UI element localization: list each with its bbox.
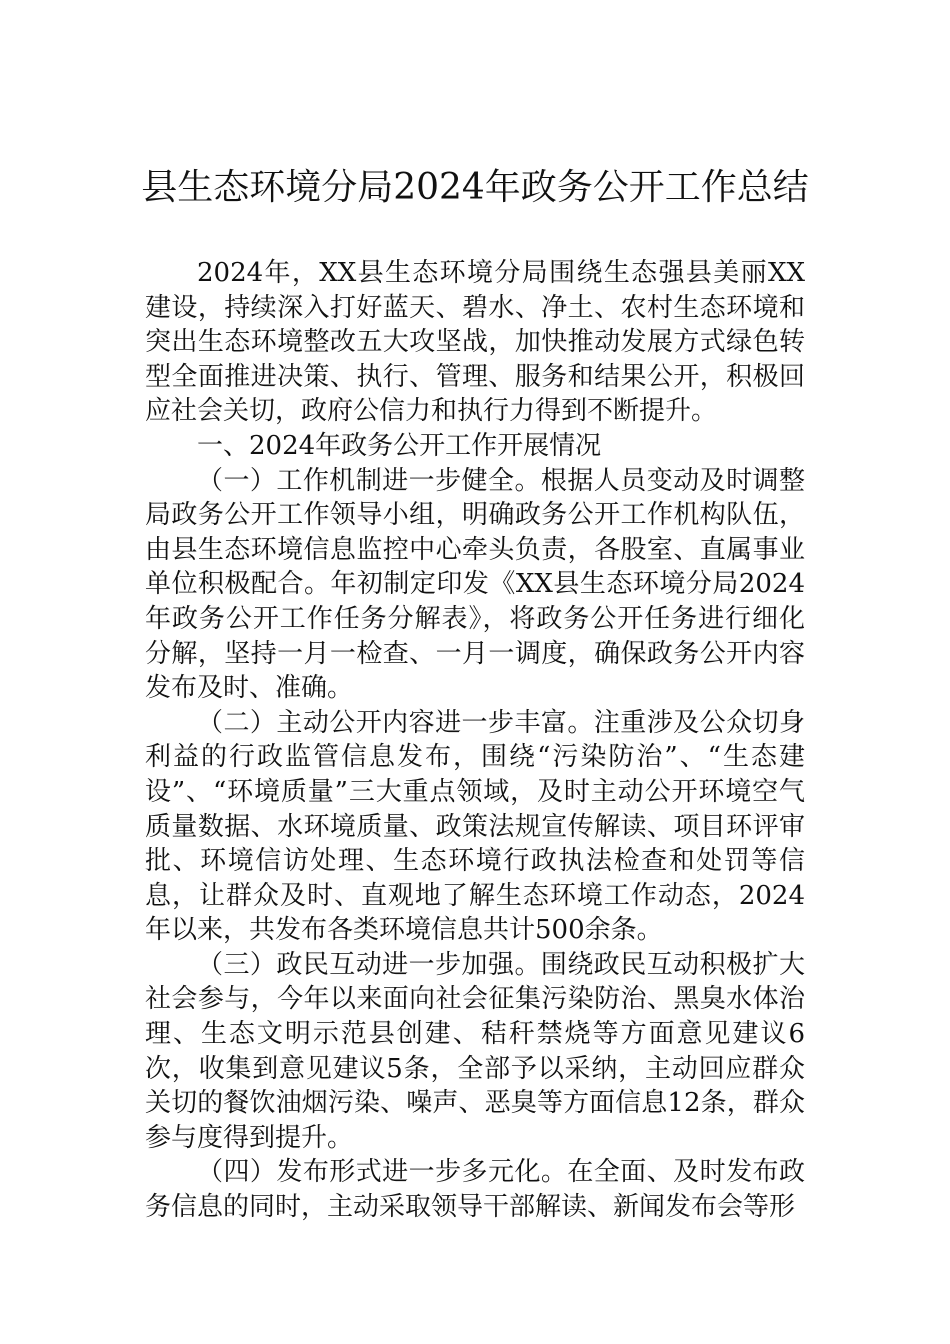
document-title: 县生态环境分局2024年政务公开工作总结 — [141, 167, 809, 208]
body-paragraph: （四）发布形式进一步多元化。在全面、及时发布政务信息的同时，主动采取领导干部解读、新闻发布会等形 — [145, 1157, 805, 1223]
section-heading: 一、2024年政务公开工作开展情况 — [197, 430, 602, 461]
document-body — [145, 256, 805, 1225]
body-paragraph: （三）政民互动进一步加强。围绕政民互动积极扩大社会参与，今年以来面向社会征集污染防治、黑臭水体治理、生态文明示范县创建、秸秆禁烧等方面意见建议6次，收集到意见建议5条，全部予以采纳，主动回应群众关切的餐饮油烟污染、噪声、恶臭等方面信息12条，群众参与度得到提升。 — [145, 949, 805, 1153]
body-paragraph: （一）工作机制进一步健全。根据人员变动及时调整局政务公开工作领导小组，明确政务公开工作机构队伍，由县生态环境信息监控中心牵头负责，各股室、直属事业单位积极配合。年初制定印发《XX县生态环境分局2024年政务公开工作任务分解表》，将政务公开任务进行细化分解，坚持一月一检查、一月一调度，确保政务公开内容发布及时、准确。 — [145, 465, 805, 704]
body-paragraph: （二）主动公开内容进一步丰富。注重涉及公众切身利益的行政监管信息发布，围绕“污染防治”、“生态建设”、“环境质量”三大重点领域，及时主动公开环境空气质量数据、水环境质量、政策法规宣传解读、项目环评审批、环境信访处理、生态环境行政执法检查和处罚等信息，让群众及时、直观地了解生态环境工作动态，2024年以来，共发布各类环境信息共计500余条。 — [145, 707, 805, 946]
intro-paragraph: 2024年，XX县生态环境分局围绕生态强县美丽XX建设，持续深入打好蓝天、碧水、净土、农村生态环境和突出生态环境整改五大攻坚战，加快推动发展方式绿色转型全面推进决策、执行、管理、服务和结果公开，积极回应社会关切，政府公信力和执行力得到不断提升。 — [145, 258, 805, 427]
